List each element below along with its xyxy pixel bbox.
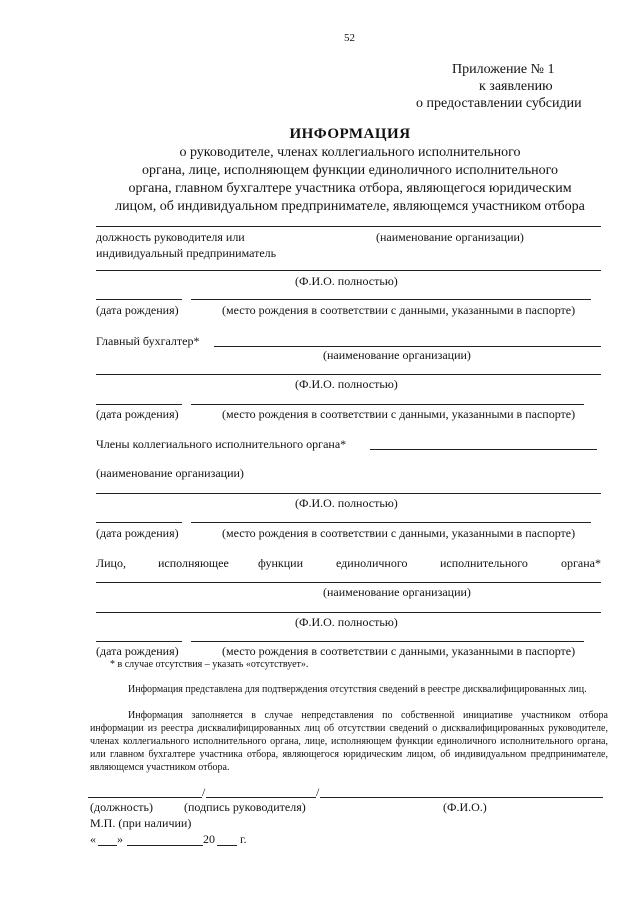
head-position-line[interactable] <box>96 226 601 227</box>
signature-head-label: (подпись руководителя) <box>184 800 306 814</box>
document-title: ИНФОРМАЦИЯ <box>289 126 411 142</box>
chief-accountant-birthplace-label: (место рождения в соответствии с данными, указанными в паспорте) <box>222 407 576 421</box>
appendix-line-3: о предоставлении субсидии <box>416 96 582 111</box>
sole-exec-birthplace-line[interactable] <box>191 641 584 642</box>
signature-position-label: (должность) <box>90 800 153 814</box>
date-day-line[interactable] <box>98 845 117 846</box>
date-open-quote: « <box>90 832 96 846</box>
chief-accountant-org-line[interactable] <box>214 346 601 347</box>
chief-accountant-label: Главный бухгалтер* <box>96 334 200 348</box>
note-paragraph-1: Информация представлена для подтверждения отсутствия сведений в реестре дисквалифицированных лиц. <box>128 684 587 695</box>
board-members-birthplace-line[interactable] <box>191 522 591 523</box>
chief-accountant-fio-line[interactable] <box>96 374 601 375</box>
sole-exec-word-5: исполнительного <box>440 556 528 570</box>
subtitle-line-4: лицом, об индивидуальном предпринимателе, являющемся участником отбора <box>115 199 585 214</box>
head-fio-line[interactable] <box>96 270 601 271</box>
date-year-suffix: г. <box>240 832 247 846</box>
head-position-label: должность руководителя или <box>96 230 245 244</box>
board-members-label: Члены коллегиального исполнительного органа* <box>96 437 347 451</box>
subtitle-line-2: органа, лице, исполняющем функции единоличного исполнительного <box>141 163 558 178</box>
board-members-fio-label: (Ф.И.О. полностью) <box>295 496 398 510</box>
board-members-birthplace-label: (место рождения в соответствии с данными, указанными в паспорте) <box>222 526 576 540</box>
sole-exec-word-1: Лицо, <box>96 556 126 570</box>
board-members-birthdate-line[interactable] <box>96 522 182 523</box>
sole-exec-birthdate-label: (дата рождения) <box>96 644 179 658</box>
chief-accountant-fio-label: (Ф.И.О. полностью) <box>295 377 398 391</box>
sole-exec-word-3: функции <box>258 556 303 570</box>
sole-exec-word-2: исполняющее <box>158 556 229 570</box>
head-birthplace-line[interactable] <box>191 299 591 300</box>
entrepreneur-label: индивидуальный предприниматель <box>96 246 277 260</box>
date-month-line[interactable] <box>127 845 203 846</box>
signature-slash-1: / <box>202 785 206 799</box>
date-year-prefix: 20 <box>203 832 215 846</box>
board-members-birthdate-label: (дата рождения) <box>96 526 179 540</box>
chief-accountant-birthplace-line[interactable] <box>191 404 584 405</box>
date-year-line[interactable] <box>217 845 237 846</box>
chief-accountant-birthdate-line[interactable] <box>96 404 182 405</box>
sole-exec-line[interactable] <box>96 582 601 583</box>
head-org-name-label: (наименование организации) <box>376 230 524 244</box>
head-birthdate-label: (дата рождения) <box>96 303 179 317</box>
chief-accountant-org-label: (наименование организации) <box>323 348 471 362</box>
note-paragraph-2: Информация заполняется в случае непредставления по собственной инициативе участником отбора информации из реестра дисквалифицированных лиц об отсутствии сведений о дисквалифицированных руководителе, членах коллегиального исполнительного органа, лице, исполняющем функции единоличного исполнительного органа, или главном бухгалтере участника отбора, являющегося юридическим лицом, об индивидуальном предпринимателе, являющемся участником отбора. <box>90 710 608 773</box>
signature-slash-2: / <box>316 785 320 799</box>
seal-label: М.П. (при наличии) <box>90 816 192 830</box>
head-birthplace-label: (место рождения в соответствии с данными, указанными в паспорте) <box>222 303 576 317</box>
sole-exec-fio-label: (Ф.И.О. полностью) <box>295 615 398 629</box>
board-members-org-label: (наименование организации) <box>96 466 244 480</box>
signature-fio-label: (Ф.И.О.) <box>443 800 487 814</box>
sole-exec-birthplace-label: (место рождения в соответствии с данными, указанными в паспорте) <box>222 644 576 658</box>
appendix-line-1: Приложение № 1 <box>452 62 555 77</box>
chief-accountant-birthdate-label: (дата рождения) <box>96 407 179 421</box>
sole-exec-word-4: единоличного <box>336 556 408 570</box>
page-number: 52 <box>344 32 355 44</box>
signature-position-line[interactable] <box>88 797 202 798</box>
footnote: * в случае отсутствия – указать «отсутствует». <box>110 659 309 670</box>
subtitle-line-1: о руководителе, членах коллегиального исполнительного <box>179 145 521 160</box>
sole-exec-org-label: (наименование организации) <box>323 585 471 599</box>
sole-exec-fio-line[interactable] <box>96 612 601 613</box>
appendix-line-2: к заявлению <box>479 79 553 94</box>
board-members-line[interactable] <box>370 449 597 450</box>
head-birthdate-line[interactable] <box>96 299 182 300</box>
board-members-fio-line[interactable] <box>96 493 601 494</box>
sole-exec-word-6: органа* <box>561 556 601 570</box>
head-fio-label: (Ф.И.О. полностью) <box>295 274 398 288</box>
sole-exec-birthdate-line[interactable] <box>96 641 182 642</box>
subtitle-line-3: органа, главном бухгалтере участника отбора, являющегося юридическим <box>128 181 572 196</box>
signature-fio-line[interactable] <box>320 797 603 798</box>
signature-sign-line[interactable] <box>206 797 316 798</box>
date-close-quote: » <box>117 832 123 846</box>
